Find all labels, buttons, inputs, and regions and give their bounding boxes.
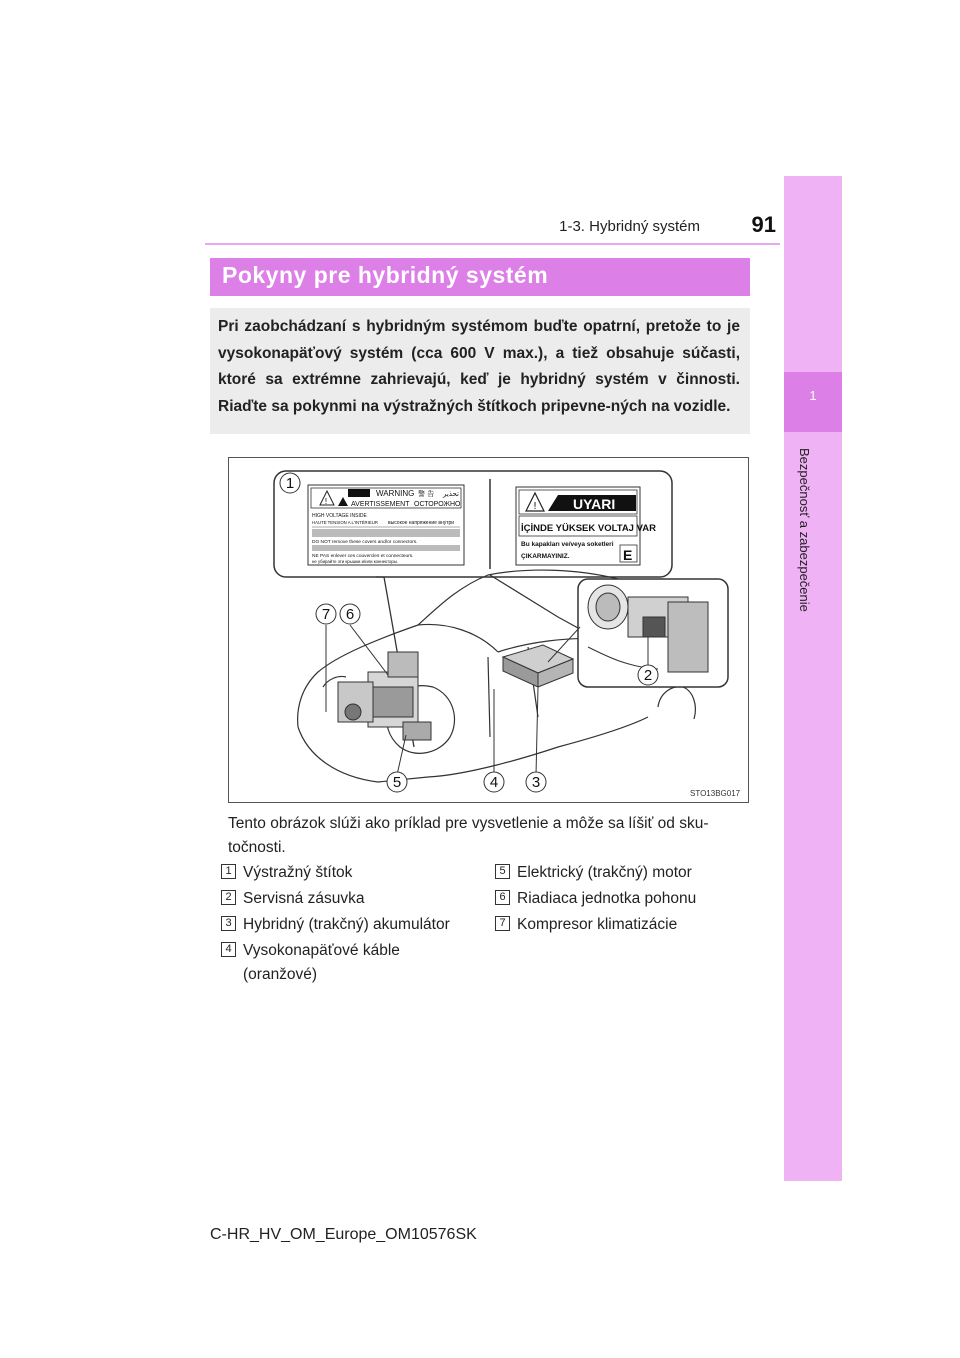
legend-number: 4 xyxy=(221,942,236,957)
callout-4: 4 xyxy=(489,774,499,791)
label-warning: WARNING xyxy=(376,489,415,498)
callout-6: 6 xyxy=(345,606,355,623)
label-ostorozhno: ОСТОРОЖНО xyxy=(414,501,461,508)
label-bu: Bu kapakları ve/veya soketleri xyxy=(521,541,614,548)
legend-label: Kompresor klimatizácie xyxy=(517,916,678,933)
legend-label: Výstražný štítok xyxy=(243,864,353,881)
label-e: E xyxy=(623,547,633,563)
engine-block xyxy=(338,652,431,740)
callout-3: 3 xyxy=(531,774,541,791)
callout-5: 5 xyxy=(392,774,402,791)
legend-label: Servisná zásuvka xyxy=(243,890,365,907)
legend-number: 1 xyxy=(221,864,236,879)
label-ne-ru: не убирайте эти крышки и/или коннекторы. xyxy=(312,559,399,564)
callout-2: 2 xyxy=(643,667,653,684)
label-jp: 警 告 xyxy=(418,490,435,498)
hybrid-system-illustration xyxy=(228,457,749,803)
figure-code: STO13BG017 xyxy=(690,789,741,798)
label-ne-pas: NE PAS enlever ces couvercles et connecteurs. xyxy=(312,554,414,559)
legend-number: 2 xyxy=(221,890,236,905)
document-footer: C-HR_HV_OM_Europe_OM10576SK xyxy=(210,1226,477,1243)
section-title: 1-3. Hybridný systém xyxy=(559,218,700,235)
legend-label-continued: (oranžové) xyxy=(243,966,318,983)
intro-text: Pri zaobchádzaní s hybridným systémom buďte opatrní, pretože to je vysokonapäťový systém (cca 600 V max.), a tiež obsahuje súčasti, ktoré sa extrémne zahrievajú, keď je hybridný systém v činnosti. Riaďte sa pokynmi na výstražných štítkoch pripevne-ných na vozidle. xyxy=(218,318,740,415)
page-number: 91 xyxy=(751,212,776,237)
service-plug-inset xyxy=(548,579,728,687)
legend-number: 3 xyxy=(221,916,236,931)
chapter-title xyxy=(772,435,812,625)
svg-text:!: ! xyxy=(532,501,538,512)
callout-7: 7 xyxy=(321,606,331,623)
traction-battery xyxy=(503,645,573,687)
label-hv-fr: HAUTE TENSION A L'INTÉRIEUR xyxy=(312,520,378,525)
legend-label: Hybridný (trakčný) akumulátor xyxy=(243,916,450,933)
label-do-not: DO NOT remove these covers and/or connectors. xyxy=(312,540,418,545)
label-ar: تحذير xyxy=(443,490,459,498)
page-title: Pokyny pre hybridný systém xyxy=(222,262,549,288)
warning-label-right xyxy=(516,487,656,565)
legend-number: 7 xyxy=(495,916,510,931)
label-hv-ru: высокое напряжение внутри xyxy=(388,520,455,526)
chapter-number: 1 xyxy=(809,388,817,403)
header-divider xyxy=(205,243,780,245)
warning-label-left xyxy=(308,485,464,565)
label-avertissement: AVERTISSEMENT xyxy=(351,501,410,508)
legend-number: 6 xyxy=(495,890,510,905)
chapter-side-tab xyxy=(784,176,842,1181)
label-uyari: UYARI xyxy=(573,496,616,512)
legend-label: Riadiaca jednotka pohonu xyxy=(517,890,697,907)
chapter-title-text: Bezpečnosť a zabezpečenie xyxy=(797,448,812,612)
label-hv-inside: HIGH VOLTAGE INSIDE xyxy=(312,513,367,519)
figure-caption: Tento obrázok slúži ako príklad pre vysvetlenie a môže sa líšiť od sku-točnosti. xyxy=(228,815,709,856)
svg-text:!: ! xyxy=(324,497,328,506)
label-cikar: ÇIKARMAYINIZ. xyxy=(521,553,570,560)
label-icinde: İÇİNDE YÜKSEK VOLTAJ VAR xyxy=(521,523,656,534)
callout-1: 1 xyxy=(285,475,295,492)
legend-number: 5 xyxy=(495,864,510,879)
legend-label: Elektrický (trakčný) motor xyxy=(517,864,692,881)
legend-label: Vysokonapäťové káble xyxy=(243,942,400,959)
